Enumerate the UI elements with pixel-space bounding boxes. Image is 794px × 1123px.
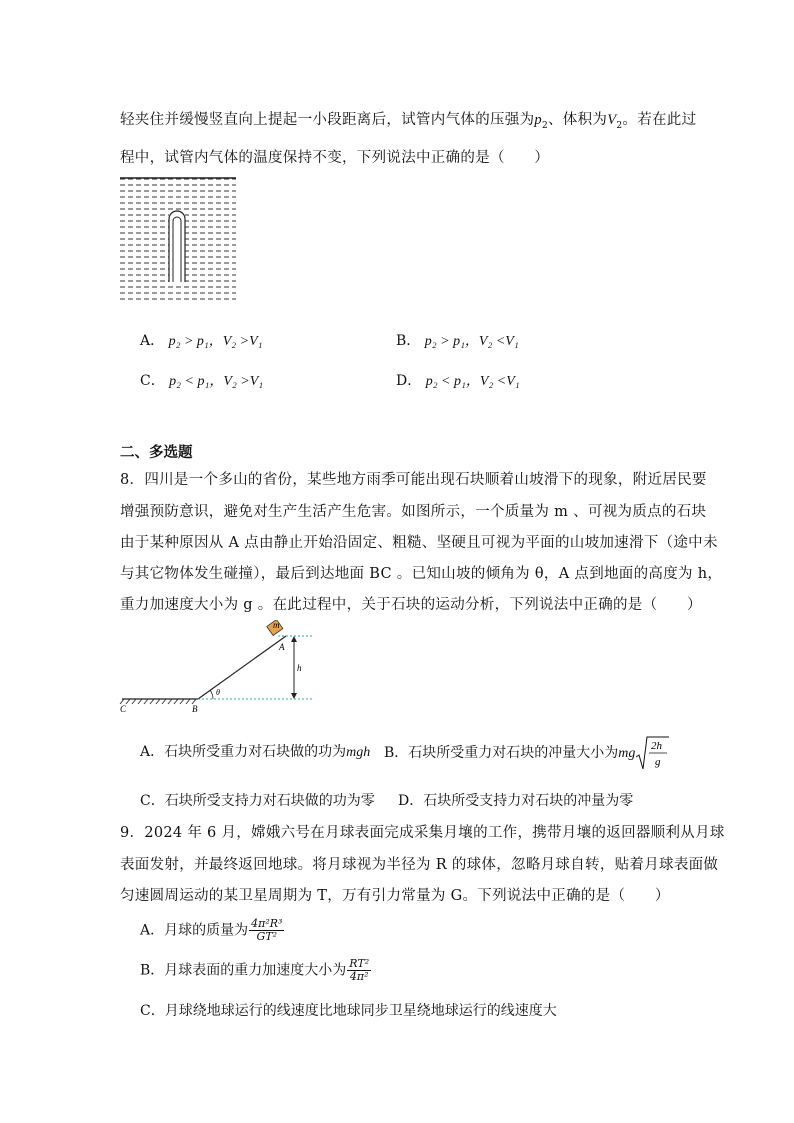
q7-line2: 程中，试管内气体的温度保持不变，下列说法中正确的是（ ） bbox=[120, 150, 550, 166]
q7-option-b[interactable]: B． p₂ > p₁，V₂ <V₁ bbox=[396, 333, 519, 349]
q9-option-c[interactable]: C．月球绕地球运行的线速度比地球同步卫星绕地球运行的线速度大 bbox=[140, 1003, 557, 1019]
q7-figure-test-tube bbox=[120, 176, 238, 304]
q8-option-c[interactable]: C．石块所受支持力对石块做的功为零 bbox=[140, 793, 375, 809]
fig-label-m: m bbox=[273, 620, 280, 630]
q8-line4: 与其它物体发生碰撞），最后到达地面 BC 。已知山坡的倾角为 θ，A 点到地面的高度为 h， bbox=[120, 566, 723, 582]
q8-line3: 由于某种原因从 A 点由静止开始沿固定、粗糙、坚硬且可视为平面的山坡加速滑下（途中未 bbox=[120, 535, 718, 551]
svg-text:g: g bbox=[655, 756, 661, 768]
q9-option-a[interactable]: A．月球的质量为 $\frac{\text{4π²R³}}{\text{GT²}}$ bbox=[140, 917, 283, 943]
q9-a-fraction: $\frac{\text{4π²R³}}{\text{GT²}}$ bbox=[251, 917, 283, 943]
fig-label-a: A bbox=[279, 642, 285, 652]
q8-option-d[interactable]: D．石块所受支持力对石块的冲量为零 bbox=[398, 793, 634, 809]
fig-label-c: C bbox=[120, 704, 127, 714]
q7-option-a[interactable]: A． p₂ > p₁，V₂ >V₁ bbox=[140, 333, 263, 349]
q8-option-b[interactable]: B．石块所受重力对石块的冲量大小为mg 2h g bbox=[384, 735, 669, 771]
q7-line1-a: 轻夹住并缓慢竖直向上提起一小段距离后，试管内气体的压强为 bbox=[120, 112, 535, 128]
q8-option-a[interactable]: A．石块所受重力对石块做的功为mgh bbox=[140, 744, 371, 760]
q7-v2: V bbox=[607, 112, 617, 128]
q9-line2: 表面发射，并最终返回地球。将月球视为半径为 R 的球体，忽略月球自转，贴着月球表面做 bbox=[120, 857, 719, 873]
q7-line1-b: 、体积为 bbox=[548, 112, 608, 128]
fig-label-h: h bbox=[297, 663, 302, 673]
q7-line1 bbox=[120, 108, 696, 131]
q9-line3: 匀速圆周运动的某卫星周期为 T，万有引力常量为 G。下列说法中正确的是（ ） bbox=[120, 888, 670, 904]
q8-figure-slope bbox=[118, 620, 318, 716]
q7-v2-sub: 2 bbox=[616, 120, 623, 131]
svg-text:2h: 2h bbox=[651, 740, 663, 752]
q7-option-d[interactable]: D． p₂ < p₁，V₂ <V₁ bbox=[396, 373, 520, 389]
fig-label-theta: θ bbox=[216, 688, 220, 697]
section-title: 二、多选题 bbox=[120, 444, 193, 461]
q7-line1-c: 。若在此过 bbox=[622, 112, 697, 128]
sqrt-icon bbox=[635, 735, 669, 771]
q7-option-c[interactable]: C． p₂ < p₁，V₂ >V₁ bbox=[140, 373, 264, 389]
q9-b-fraction: $\frac{\text{RT²}}{\text{4π²}}$ bbox=[349, 957, 370, 983]
q8-line1: 8．四川是一个多山的省份，某些地方雨季可能出现石块顺着山坡滑下的现象，附近居民要 bbox=[120, 472, 707, 488]
q9-line1: 9．2024 年 6 月，嫦娥六号在月球表面完成采集月壤的工作，携带月壤的返回器顺利从月球 bbox=[120, 825, 725, 841]
q7-p2: p bbox=[534, 112, 542, 128]
fig-label-b: B bbox=[192, 704, 198, 714]
q8-line2: 增强预防意识，避免对生产生活产生危害。如图所示，一个质量为 m 、可视为质点的石块 bbox=[120, 504, 707, 520]
q9-option-b[interactable]: B．月球表面的重力加速度大小为 $\frac{\text{RT²}}{\text{4π²}}$ bbox=[140, 957, 370, 983]
q8-line5: 重力加速度大小为 g 。在此过程中，关于石块的运动分析，下列说法中正确的是（ ） bbox=[120, 597, 702, 613]
q7-p2-sub: 2 bbox=[541, 120, 548, 131]
